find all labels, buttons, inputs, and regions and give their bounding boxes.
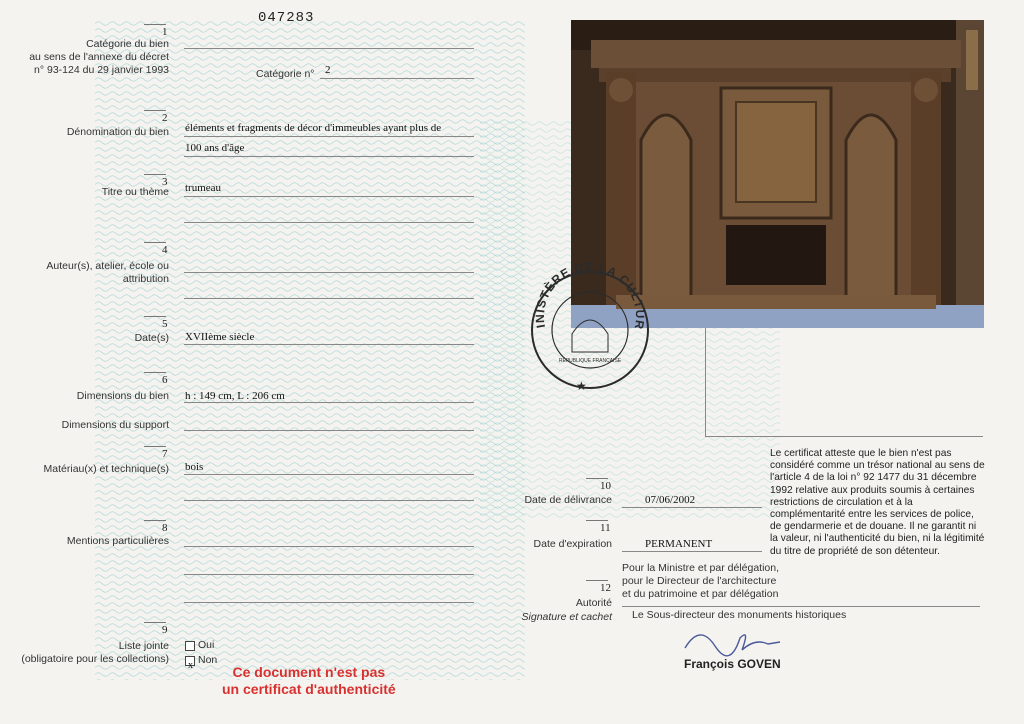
signature-line-1: Pour la Ministre et par délégation,	[622, 562, 780, 574]
denomination-value-line2: 100 ans d'âge	[185, 142, 245, 154]
frame-line	[705, 436, 983, 437]
signature-line-4: Le Sous-directeur des monuments historiques	[632, 609, 847, 621]
support-line	[184, 430, 474, 431]
field-8-number: 8	[162, 522, 168, 534]
issue-date-value: 07/06/2002	[645, 494, 696, 506]
field-10-label: Date de délivrance	[524, 494, 612, 506]
field-5-label: Date(s)	[134, 332, 169, 344]
field-12-label: Autorité	[575, 597, 612, 609]
checkbox-oui[interactable]	[185, 641, 195, 651]
field-11-number: 11	[600, 522, 611, 534]
field-8-line2	[184, 574, 474, 575]
field-9-label: Liste jointe (obligatoire pour les collections)	[21, 640, 169, 665]
title-value: trumeau	[185, 182, 222, 194]
field-3-line	[184, 196, 474, 197]
field-10-number: 10	[600, 480, 611, 492]
field-8-label: Mentions particulières	[66, 535, 169, 547]
checkbox-non-label: Non	[198, 654, 218, 666]
field-5-number: 5	[162, 318, 168, 330]
field-divider	[586, 580, 608, 581]
field-2-label: Dénomination du bien	[66, 126, 169, 138]
expiry-value: PERMANENT	[645, 538, 713, 550]
field-2-line2	[184, 156, 474, 157]
stamp-text: INISTÈRE DE LA CULTUR	[532, 259, 648, 331]
svg-text:★: ★	[576, 379, 587, 393]
field-9-number: 9	[162, 624, 168, 636]
handwritten-signature	[680, 618, 790, 658]
ministry-stamp	[528, 256, 652, 396]
field-6-label: Dimensions du bien	[76, 390, 169, 402]
field-3-number: 3	[162, 176, 168, 188]
category-sub-label: Catégorie n°	[256, 68, 315, 80]
field-1-label: Catégorie du bien au sens de l'annexe du décret n° 93-124 du 29 janvier 1993	[29, 38, 169, 76]
field-divider	[144, 174, 166, 175]
field-divider	[144, 242, 166, 243]
field-12-number: 12	[600, 582, 611, 594]
field-2-number: 2	[162, 112, 168, 124]
dimensions-value: h : 149 cm, L : 206 cm	[185, 390, 285, 402]
field-7-label: Matériau(x) et technique(s)	[43, 463, 169, 475]
field-8-line	[184, 546, 474, 547]
material-value: bois	[185, 461, 204, 473]
field-divider	[144, 316, 166, 317]
field-11-label: Date d'expiration	[533, 538, 612, 550]
svg-text:MINISTÈRE DE LA CULTURE	[528, 256, 647, 331]
field-divider	[144, 446, 166, 447]
field-2-line	[184, 136, 474, 137]
field-12-sublabel: Signature et cachet	[521, 611, 612, 623]
disclaimer: Ce document n'est pas un certificat d'authenticité	[222, 664, 396, 697]
signatory-name: François GOVEN	[684, 657, 781, 671]
field-6-line	[184, 402, 474, 403]
checkbox-non-mark: x	[188, 660, 193, 671]
field-7-line	[184, 474, 474, 475]
field-4-line	[184, 272, 474, 273]
signature-line-2: pour le Directeur de l'architecture	[622, 575, 777, 587]
stamp-inner-text: RÉPUBLIQUE FRANÇAISE	[558, 358, 622, 364]
denomination-value-line1: éléments et fragments de décor d'immeubles ayant plus de	[185, 122, 442, 134]
date-value: XVIIème siècle	[185, 331, 255, 343]
field-divider	[586, 520, 608, 521]
field-divider	[144, 622, 166, 623]
field-divider	[144, 520, 166, 521]
signature-line-3: et du patrimoine et par délégation	[622, 588, 779, 600]
field-10-line	[622, 507, 762, 508]
field-1-line	[184, 48, 474, 49]
field-3-line2	[184, 222, 474, 223]
field-divider	[144, 110, 166, 111]
field-4-number: 4	[162, 244, 168, 256]
field-7-line2	[184, 500, 474, 501]
field-6-number: 6	[162, 374, 168, 386]
field-1-number: 1	[162, 26, 168, 38]
serial-number: 047283	[258, 10, 315, 26]
security-pattern-left	[95, 20, 525, 680]
field-5-line	[184, 344, 474, 345]
field-4-line2	[184, 298, 474, 299]
field-3-label: Titre ou thème	[101, 186, 169, 198]
field-8-line3	[184, 602, 474, 603]
field-7-number: 7	[162, 448, 168, 460]
field-4-label: Auteur(s), atelier, école ou attribution	[46, 260, 169, 285]
field-12-line	[622, 606, 980, 607]
category-line	[320, 78, 474, 79]
legal-notice: Le certificat atteste que le bien n'est pas considéré comme un trésor national au sens de l'article 4 de la loi n° 92 1477 du 31 décembre 1992 relative aux produits soumis à certaines restrictions de circulation et à la complémentarité entre les services de police, de gendarmerie et de douane. Il ne garantit ni la valeur, ni l'authenticité du bien, ni la légitimité du titre de propriété de son détenteur.	[770, 448, 985, 557]
support-dimensions-label: Dimensions du support	[61, 419, 169, 431]
field-divider	[586, 478, 608, 479]
field-divider	[144, 24, 166, 25]
field-11-line	[622, 551, 762, 552]
frame-line	[705, 328, 706, 436]
field-divider	[144, 372, 166, 373]
checkbox-oui-label: Oui	[198, 639, 215, 651]
category-value: 2	[325, 64, 331, 76]
